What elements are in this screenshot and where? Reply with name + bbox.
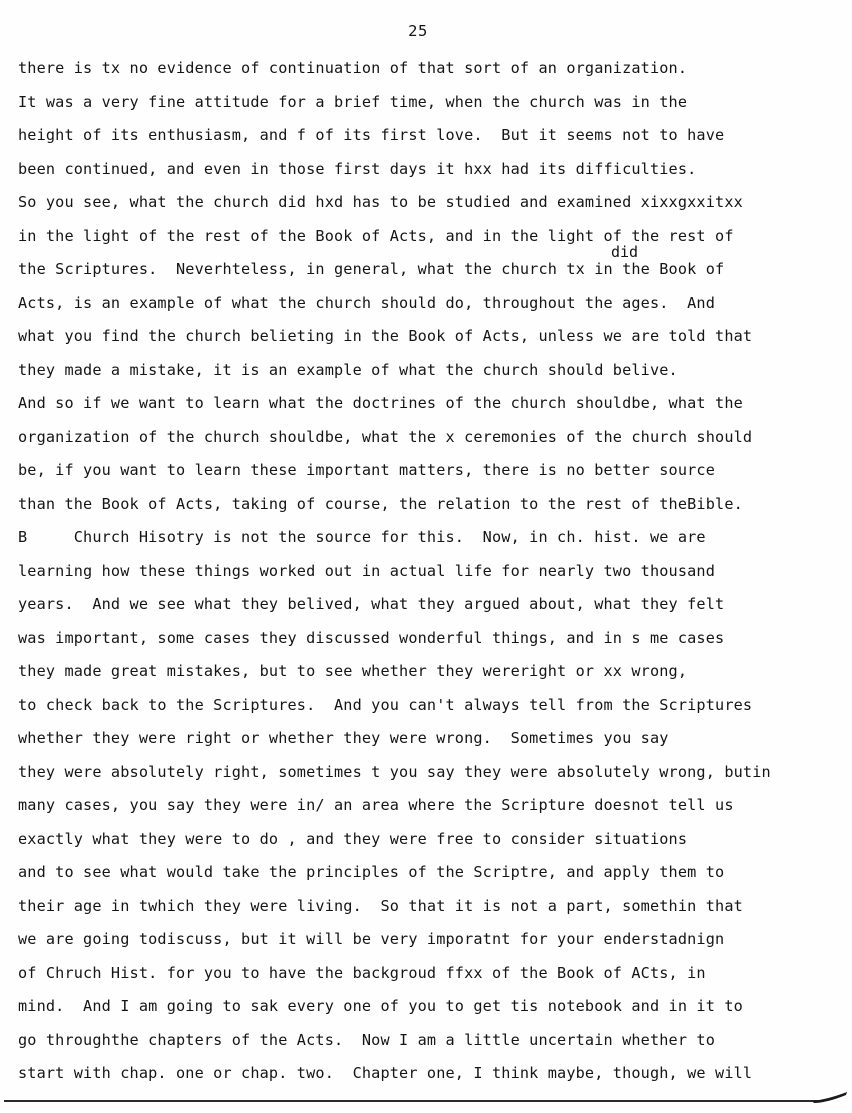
- text-line: years. And we see what they belived, what they argued about, what they felt: [18, 595, 725, 613]
- interlinear-insertion: did: [611, 243, 639, 261]
- text-line: learning how these things worked out in actual life for nearly two thousand: [18, 561, 716, 580]
- text-line: we are going todiscuss, but it will be very imporatnt for your enderstadnign: [18, 930, 725, 948]
- text-line: go throughthe chapters of the Acts. Now I am a little uncertain whether to: [18, 1030, 716, 1049]
- text-line: their age in twhich they were living. So that it is not a part, somethin that: [18, 896, 743, 915]
- text-line: organization of the church shouldbe, what the x ceremonies of the church should: [18, 427, 753, 446]
- text-line: Acts, is an example of what the church should do, throughout the ages. And: [18, 293, 716, 312]
- text-line: and to see what would take the principles of the Scriptre, and apply them to: [18, 863, 725, 881]
- pen-stroke-mark: [812, 1091, 848, 1105]
- text-line: height of its enthusiasm, and f of its first love. But it seems not to have: [18, 126, 725, 144]
- text-line: mind. And I am going to sak every one of you to get tis notebook and in it to: [18, 997, 743, 1015]
- text-line: So you see, what the church did hxd has to be studied and examined xixxgxxitxx: [18, 193, 743, 211]
- text-line: It was a very fine attitude for a brief time, when the church was in the: [18, 92, 688, 111]
- text-line: what you find the church belieting in the Book of Acts, unless we are told that: [18, 327, 753, 345]
- text-line: was important, some cases they discussed wonderful things, and in s me cases: [18, 628, 725, 647]
- text-line: they made a mistake, it is an example of what the church should belive.: [18, 360, 678, 379]
- text-line: than the Book of Acts, taking of course, the relation to the rest of theBible.: [18, 494, 743, 513]
- text-line: to check back to the Scriptures. And you can't always tell from the Scriptures: [18, 695, 753, 714]
- page-number: 25: [408, 22, 428, 40]
- text-line: exactly what they were to do , and they were free to consider situations: [18, 829, 688, 848]
- body-text: [18, 57, 848, 1096]
- text-line: in the light of the rest of the Book of Acts, and in the light of the rest of: [18, 226, 734, 245]
- text-line: whether they were right or whether they were wrong. Sometimes you say: [18, 729, 669, 747]
- text-line: many cases, you say they were in/ an area where the Scripture doesnot tell us: [18, 796, 734, 814]
- text-line: B Church Hisotry is not the source for this. Now, in ch. hist. we are: [18, 528, 706, 546]
- text-line: there is tx no evidence of continuation of that sort of an organization.: [18, 59, 688, 77]
- text-line: been continued, and even in those first days it hxx had its difficulties.: [18, 159, 697, 178]
- text-line: be, if you want to learn these important matters, there is no better source: [18, 461, 716, 479]
- text-line: of Chruch Hist. for you to have the backgroud ffxx of the Book of ACts, in: [18, 963, 706, 982]
- text-line: they made great mistakes, but to see whether they wereright or xx wrong,: [18, 662, 688, 680]
- text-line: And so if we want to learn what the doctrines of the church shouldbe, what the: [18, 394, 743, 412]
- bottom-rule: [4, 1100, 824, 1102]
- text-line: start with chap. one or chap. two. Chapter one, I think maybe, though, we will: [18, 1064, 753, 1082]
- text-line: the Scriptures. Neverhteless, in general, what the church tx in the Book of: [18, 260, 725, 278]
- text-line: they were absolutely right, sometimes t you say they were absolutely wrong, butin: [18, 762, 771, 781]
